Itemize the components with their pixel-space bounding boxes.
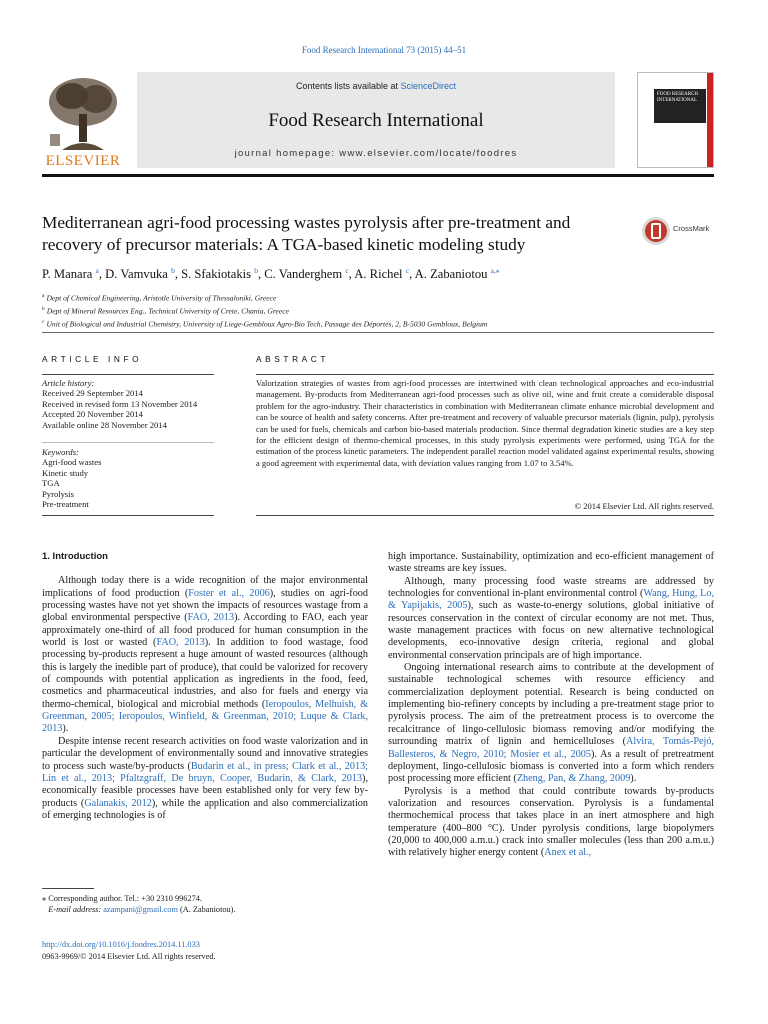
- journal-masthead: [42, 72, 714, 172]
- author-affiliation-marker[interactable]: c: [405, 266, 410, 275]
- author-name[interactable]: A. Zabaniotou: [414, 267, 488, 282]
- author-name[interactable]: A. Richel: [354, 267, 403, 282]
- history-entry: Available online 28 November 2014: [42, 419, 167, 430]
- citation-link[interactable]: Zheng, Pan, & Zhang, 2009: [516, 773, 631, 785]
- paragraph-text: ), studies on agri-food processing wastes have not yet shown the impacts of resources wastage from a global environmental perspective (: [42, 587, 368, 624]
- keyword: TGA: [42, 478, 60, 489]
- paragraph-text: Pyrolysis is a method that could contribute towards by-products valorization and resources conservation. Pyrolysis is a fundamental thermochemical process that takes place in an inert atmosphere and high temperature (400–800 °C). Under pyrolysis conditions, large biopolymers (20,000 to 400,000 a.m.u.) crack into smaller molecules (less than 200 a.m.u.) with relatively higher energy content (: [388, 785, 714, 859]
- body-paragraph: [42, 575, 368, 735]
- affiliation-marker: c: [42, 319, 45, 326]
- keywords-label: Keywords:: [42, 447, 79, 457]
- footnote-divider: [42, 888, 94, 889]
- citation-link[interactable]: Galanakis, 2012: [84, 797, 152, 809]
- body-paragraph: [388, 576, 714, 662]
- history-entry: Accepted 20 November 2014: [42, 409, 143, 420]
- cover-red-band: [707, 73, 713, 167]
- body-column-left: [42, 551, 368, 822]
- citation-link[interactable]: Anex et al.,: [544, 847, 592, 859]
- publisher-name: ELSEVIER: [45, 153, 121, 169]
- masthead-divider: [42, 174, 714, 177]
- paragraph-text: high importance. Sustainability, optimization and eco-efficient management of waste streams are key issues.: [388, 551, 714, 575]
- history-entry: Received 29 September 2014: [42, 388, 143, 399]
- keyword: Agri-food wastes: [42, 457, 102, 468]
- corresponding-author-line: ⁎ Corresponding author. Tel.: +30 2310 996274.: [42, 894, 202, 903]
- affiliations: [42, 291, 714, 330]
- affiliation-marker: a: [42, 293, 45, 299]
- keyword: Pyrolysis: [42, 488, 74, 499]
- abstract-heading: ABSTRACT: [256, 354, 330, 364]
- article-info-top-rule: [42, 374, 214, 375]
- article-info-mid-rule: [42, 442, 214, 443]
- author-separator: ,: [409, 267, 415, 282]
- paragraph-text: ). As a result of pretreatment deployment, lingo-cellulosic biomass is converted into a form which renders post processing more efficient (: [388, 748, 714, 785]
- author-affiliation-marker[interactable]: b: [171, 266, 175, 275]
- author-name[interactable]: D. Vamvuka: [105, 267, 168, 282]
- citation-link[interactable]: Wang, Hung, Lo, & Yapijakis, 2005: [388, 588, 714, 612]
- contents-prefix: Contents lists available at: [295, 81, 401, 91]
- paragraph-text: Although today there is a wide recognition of the major environmental implications of food production (: [42, 575, 368, 599]
- homepage-url[interactable]: www.elsevier.com/locate/foodres: [339, 148, 518, 159]
- citation-link[interactable]: Foster et al., 2006: [188, 587, 270, 599]
- history-entry: Received in revised form 13 November 2014: [42, 398, 198, 409]
- abstract-top-rule: [256, 374, 714, 375]
- article-history-list: [42, 388, 214, 430]
- contents-availability: [137, 81, 615, 91]
- body-paragraph: [388, 786, 714, 860]
- affiliation-text: Dept of Mineral Resources Eng., Technical University of Crete, Chania, Greece: [46, 306, 289, 316]
- body-paragraph: [388, 662, 714, 785]
- elsevier-tree-icon: [42, 72, 124, 154]
- paragraph-text: ), while the application and also commercialization of emerging technologies is of: [42, 797, 368, 821]
- paragraph-text: ).: [630, 773, 637, 785]
- affiliation-line: [42, 317, 714, 330]
- issn-line: 0963-9969/© 2014 Elsevier Ltd. All rights reserved.: [42, 951, 216, 961]
- author-name[interactable]: S. Sfakiotakis: [181, 267, 252, 282]
- journal-homepage: [137, 148, 615, 159]
- email-suffix: (A. Zabaniotou).: [177, 905, 236, 914]
- homepage-prefix: journal homepage:: [234, 148, 340, 159]
- affiliation-line: [42, 291, 714, 304]
- citation-link[interactable]: FAO, 2013: [187, 612, 235, 624]
- citation-link[interactable]: Budarin et al., in press; Clark et al., 2013; Lin et al., 2013; Pfaltzgraff, De bruyn, Cooper, Budarin, & Clark, 2013: [42, 760, 368, 784]
- affiliation-marker: b: [42, 306, 45, 313]
- affiliation-text: Dept of Chemical Engineering, Aristotle University of Thessaloniki, Greece: [46, 293, 277, 303]
- email-label: E-mail address:: [48, 905, 104, 914]
- author-list: [42, 266, 714, 282]
- paragraph-text: ). According to FAO, each year approximately one-third of all food produced for human consumption in the world is lost or wasted (: [42, 612, 368, 649]
- elsevier-logo[interactable]: [42, 72, 124, 172]
- keywords-list: [42, 457, 214, 509]
- author-separator: ,: [257, 267, 265, 282]
- crossmark-label: CrossMark: [673, 224, 710, 233]
- paragraph-text: Despite intense recent research activities on food waste valorization and in particular the development of environmentally sound and innovative strategies to process such waste/by-products (: [42, 735, 368, 772]
- paragraph-text: ). In addition to food wastage, food processing by-products represent a huge amount of wasted resources (although this is largely the inedible part of produce), that could be valorized for recovery of compounds with potential application as ingredients in the food, feed, cosmetics and pharmaceutical industries, and also for fuels and energy via thermo-chemical, biological and microbial methods (: [42, 637, 368, 710]
- journal-title: Food Research International: [268, 110, 484, 131]
- header-divider: [42, 332, 714, 333]
- doi-block: [42, 939, 368, 962]
- article-info-bottom-rule: [42, 515, 214, 516]
- author-name[interactable]: P. Manara: [42, 267, 93, 282]
- article-history: [42, 378, 214, 430]
- body-paragraph: [388, 551, 714, 576]
- abstract-bottom-rule: [256, 515, 714, 516]
- body-column-right: [388, 551, 714, 860]
- email-line: [42, 904, 368, 915]
- affiliation-text: Unit of Biological and Industrial Chemistry, University of Liege-Gembloux Agro-Bio Tech, Passage des Déportés, 2, B-5030 Gembloux, Belgium: [46, 319, 488, 329]
- author-separator: ,: [174, 267, 182, 282]
- article-info-heading: ARTICLE INFO: [42, 354, 143, 364]
- journal-cover-thumbnail[interactable]: [637, 72, 714, 168]
- citation-link[interactable]: Alvira, Tomás-Pejó, Ballesteros, & Negro, 2010; Mosier et al., 2005: [388, 736, 714, 760]
- paragraph-text: Ongoing international research aims to contribute at the development of sustainable technological schemes with resource efficiency and commercialization deployment potential. Research is being conducted on implementing bio-refinery concepts by including a pre-treatment stage prior to pyrolysis process. The aim of the pretreatment process is to overcome the recalcitrance of lingo-cellulosic biomass removing and/or modifying the surrounding matrix of lignin and hemicelluloses (: [388, 662, 714, 748]
- keywords: [42, 447, 214, 509]
- cover-title: FOOD RESEARCH INTERNATIONAL: [654, 89, 706, 123]
- corresponding-author-footnote: [42, 893, 368, 915]
- citation-link[interactable]: Ieropoulos, Melhuish, & Greenman, 2005; Ieropoulos, Winfield, & Greenman, 2010; Luque & Clark, 2013: [42, 698, 368, 735]
- paragraph-text: ), economically feasible processes have been established only for very few by-products (: [42, 772, 368, 809]
- article-history-label: Article history:: [42, 378, 95, 388]
- sciencedirect-link[interactable]: ScienceDirect: [400, 81, 457, 91]
- crossmark-icon: [641, 216, 671, 246]
- crossmark-badge[interactable]: [641, 216, 721, 246]
- author-separator: ,: [98, 267, 106, 282]
- keyword: Kinetic study: [42, 467, 89, 478]
- paragraph-text: Although, many processing food waste streams are addressed by technologies for conventional in-plant environmental control (: [388, 575, 714, 600]
- citation-link[interactable]: FAO, 2013: [156, 637, 205, 649]
- journal-citation[interactable]: Food Research International 73 (2015) 44–51: [301, 45, 467, 55]
- keyword: Pre-treatment: [42, 499, 89, 510]
- right-column-text: [388, 551, 714, 860]
- paragraph-text: ), such as waste-to-energy solutions, global initiative of resources conservation in the context of circular economy are not met. Thus, waste management practices with focus on new alternative technological developments, eco-innovative design criteria, regional and global environmental conservation principals are of high importance.: [388, 600, 714, 661]
- doi-link[interactable]: http://dx.doi.org/10.1016/j.foodres.2014.11.033: [42, 940, 200, 949]
- section-heading-introduction: 1. Introduction: [42, 551, 108, 562]
- affiliation-line: [42, 304, 714, 317]
- left-column-text: [42, 575, 368, 822]
- article-title: Mediterranean agri-food processing wastes pyrolysis after pre-treatment and recovery of precursor materials: A TGA-based kinetic modeling study: [42, 213, 571, 254]
- abstract-text: Valorization strategies of wastes from agri-food processes are intertwined with clean technological approaches and eco-industrial management. By-products from Mediterranean agri-food processes such as olive oil, wine and fruit create a considerable disposal problem for the agro-industry. Their characteristics in combination with Mediterranean climate enhance microbial development and can be source of health and safety concerns. After pre-treatment and recovery of valuable precursor materials (lignin, pulp), pyrolysis can be used for fuels, chemicals and carbon bio-based materials production. Since thermal degradation kinetic studies are a key step for the efficient design of thermo-chemical processes, in this study pyrolysis experiments were performed, using TGA for the estimation of the process kinetic parameters. The independent parallel reaction model validated against experimental results, showing a good agreement with experimental data, with deviation values ranging from 1.07 to 3.54%.: [256, 378, 714, 468]
- journal-header-box: [137, 72, 615, 168]
- author-affiliation-marker[interactable]: c: [345, 266, 349, 275]
- author-affiliation-marker[interactable]: a: [95, 266, 99, 275]
- body-paragraph: [42, 736, 368, 822]
- author-separator: ,: [348, 267, 355, 282]
- author-affiliation-marker[interactable]: a,⁎: [490, 266, 500, 275]
- author-affiliation-marker[interactable]: b: [254, 266, 258, 275]
- abstract-copyright: © 2014 Elsevier Ltd. All rights reserved.: [574, 501, 714, 511]
- author-name[interactable]: C. Vanderghem: [264, 267, 343, 282]
- paragraph-text: ).: [62, 723, 69, 735]
- email-link[interactable]: azampani@gmail.com: [103, 905, 178, 914]
